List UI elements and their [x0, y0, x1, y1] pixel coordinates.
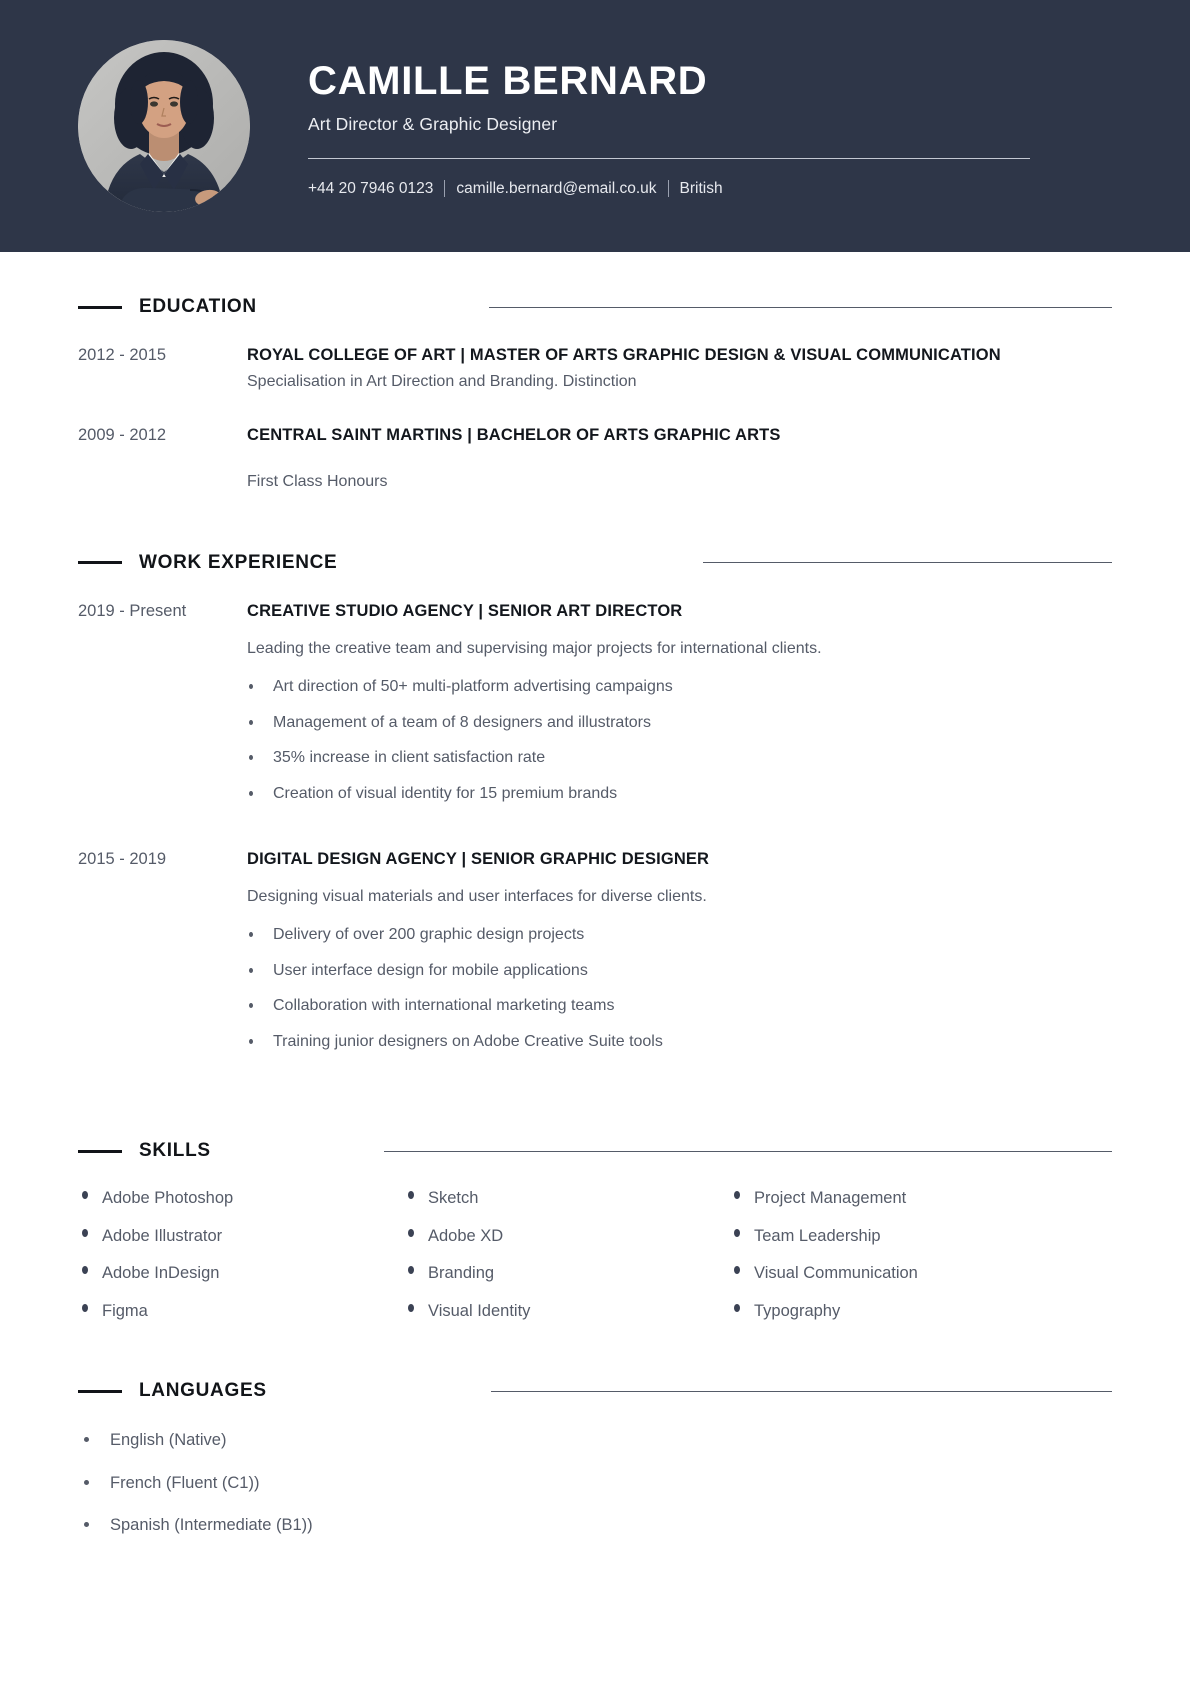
education-subtitle: Specialisation in Art Direction and Branding. Distinction [247, 372, 637, 390]
list-item: Delivery of over 200 graphic design projects [247, 923, 1112, 948]
spacer [78, 494, 1112, 508]
avatar [78, 40, 250, 212]
education-detail [247, 344, 1112, 394]
section-rule [384, 1151, 1112, 1152]
section-dash-icon [78, 1150, 122, 1153]
section-rule [489, 307, 1112, 308]
nationality-text: British [679, 179, 723, 197]
section-title-languages: LANGUAGES [139, 1380, 267, 1402]
work-title: CREATIVE STUDIO AGENCY | SENIOR ART DIRECTOR [247, 601, 683, 620]
list-item: Team Leadership [730, 1224, 1112, 1250]
work-detail [247, 848, 1112, 1066]
education-date: 2012 - 2015 [78, 346, 167, 364]
list-item: Figma [78, 1299, 404, 1325]
work-description: Designing visual materials and user interfaces for diverse clients. [247, 887, 707, 905]
list-item: English (Native) [78, 1428, 1112, 1454]
skills-column-3 [730, 1186, 1112, 1336]
list-item: French (Fluent (C1)) [78, 1471, 1112, 1497]
resume-header [0, 0, 1190, 252]
education-detail [247, 424, 1112, 494]
section-header-languages [78, 1380, 1112, 1402]
list-item: User interface design for mobile applications [247, 959, 1112, 984]
section-dash-icon [78, 561, 122, 564]
list-item: 35% increase in client satisfaction rate [247, 746, 1112, 771]
list-item: Project Management [730, 1186, 1112, 1212]
education-title: ROYAL COLLEGE OF ART | MASTER OF ARTS GRAPHIC DESIGN & VISUAL COMMUNICATION [247, 346, 1001, 364]
work-entry [78, 600, 1112, 818]
list-item: Typography [730, 1299, 1112, 1325]
education-subtitle: First Class Honours [247, 472, 388, 490]
list-item: Adobe Illustrator [78, 1224, 404, 1250]
work-description: Leading the creative team and supervising major projects for international clients. [247, 639, 822, 657]
list-item: Visual Identity [404, 1299, 730, 1325]
list-item: Adobe InDesign [78, 1261, 404, 1287]
work-title: DIGITAL DESIGN AGENCY | SENIOR GRAPHIC DESIGNER [247, 849, 710, 868]
section-dash-icon [78, 306, 122, 309]
header-divider [308, 158, 1030, 159]
skills-grid [78, 1186, 1112, 1336]
section-rule [491, 1391, 1112, 1392]
header-text-block [308, 55, 1190, 198]
section-header-education [78, 296, 1112, 318]
list-item: Visual Communication [730, 1261, 1112, 1287]
work-date: 2019 - Present [78, 601, 187, 620]
work-entry [78, 848, 1112, 1066]
job-title: Art Director & Graphic Designer [308, 113, 558, 134]
section-title-skills: SKILLS [139, 1140, 211, 1162]
list-item: Training junior designers on Adobe Creative Suite tools [247, 1030, 1112, 1055]
list-item: Branding [404, 1261, 730, 1287]
section-header-skills [78, 1140, 1112, 1162]
contact-separator-1 [444, 180, 445, 197]
skills-column-2 [404, 1186, 730, 1336]
list-item: Art direction of 50+ multi-platform advertising campaigns [247, 675, 1112, 700]
work-bullet-list [247, 675, 1112, 807]
work-bullet-list [247, 923, 1112, 1055]
section-rule [703, 562, 1112, 563]
resume-body [0, 296, 1190, 1539]
section-title-work-experience: WORK EXPERIENCE [139, 551, 338, 573]
phone-text: +44 20 7946 0123 [308, 179, 434, 197]
list-item: Adobe XD [404, 1224, 730, 1250]
contact-row [308, 180, 1190, 198]
section-dash-icon [78, 1390, 122, 1393]
work-date: 2015 - 2019 [78, 849, 167, 868]
list-item: Management of a team of 8 designers and illustrators [247, 711, 1112, 736]
education-date: 2009 - 2012 [78, 425, 167, 444]
list-item: Collaboration with international marketing teams [247, 994, 1112, 1019]
spacer [78, 1066, 1112, 1096]
skills-column-1 [78, 1186, 404, 1336]
section-header-work-experience [78, 552, 1112, 574]
education-entry [78, 344, 1112, 394]
work-detail [247, 600, 1112, 818]
list-item: Adobe Photoshop [78, 1186, 404, 1212]
languages-list [78, 1428, 1112, 1539]
section-title-education: EDUCATION [139, 296, 257, 317]
list-item: Creation of visual identity for 15 premium brands [247, 782, 1112, 807]
list-item: Spanish (Intermediate (B1)) [78, 1513, 1112, 1539]
email-text: camille.bernard@email.co.uk [456, 179, 657, 197]
contact-separator-2 [668, 180, 669, 197]
profile-photo-icon [78, 40, 250, 212]
education-title: CENTRAL SAINT MARTINS | BACHELOR OF ARTS GRAPHIC ARTS [247, 425, 781, 444]
education-entry [78, 424, 1112, 494]
page-title: CAMILLE BERNARD [308, 58, 708, 103]
list-item: Sketch [404, 1186, 730, 1212]
